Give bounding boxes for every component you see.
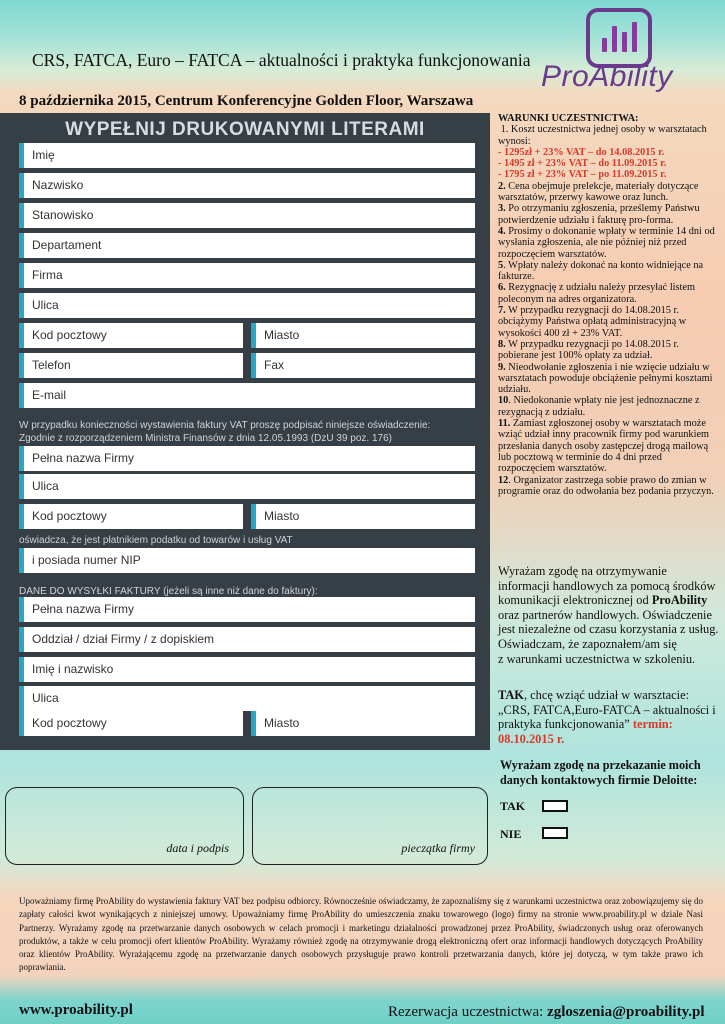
agreement-date: 08.10.2015 r. (498, 731, 565, 746)
phone-field[interactable]: Telefon (19, 353, 243, 378)
city-field[interactable]: Miasto (251, 323, 475, 348)
participation-conditions (498, 113, 720, 497)
marketing-consent (498, 564, 720, 666)
vat-note-2: Zgodnie z rozporządzeniem Ministra Finansów z dnia 12.05.1993 (DzU 39 poz. 176) (19, 433, 392, 444)
consent-text: Wyrażam zgodę na otrzymywanie informacji handlowych za pomocą środków komunikacji elektronicznej od (498, 564, 716, 608)
condition-text: Nieodwołanie zgłoszenia i nie wzięcie udziału w warsztatach powoduje obciążenie pełnymi kosztami udziału. (498, 361, 713, 396)
condition-text: W przypadku rezygnacji po 14.08.2015 r. pobierane jest 100% opłaty za udział. (498, 338, 679, 362)
deloitte-no-checkbox[interactable] (542, 827, 568, 839)
invoice-postal-code-field[interactable]: Kod pocztowy (19, 504, 243, 529)
reservation-email-link[interactable]: zgloszenia@proability.pl (547, 1004, 705, 1020)
consent-text-4: z warunkami uczestnictwa w szkoleniu. (498, 651, 696, 666)
website-link[interactable]: www.proability.pl (19, 1002, 133, 1018)
consent-text-3: Oświadczam, że zapoznałem/am się (498, 636, 677, 651)
shipping-city-field[interactable]: Miasto (251, 711, 475, 736)
invoice-street-field[interactable]: Ulica (19, 474, 475, 499)
condition-text: Po otrzymaniu zgłoszenia, prześlemy Państwu potwierdzenie udziału i fakturę pro-forma. (498, 203, 700, 226)
shipping-department-field[interactable]: Oddział / dział Firmy / z dopiskiem (19, 627, 475, 652)
deloitte-yes-label: TAK (500, 799, 526, 813)
condition-number: 8. (498, 338, 506, 350)
deloitte-no-label: NIE (500, 827, 522, 841)
reservation-label: Rezerwacja uczestnictwa: (388, 1004, 548, 1020)
condition-number: 10 (498, 395, 509, 407)
street-field[interactable]: Ulica (19, 293, 475, 318)
condition-number: 3. (498, 203, 506, 215)
conditions-heading: WARUNKI UCZESTNICTWA: (498, 113, 639, 124)
agreement-text: , chcę wziąć udział w warsztacie: „CRS, FATCA,Euro-FATCA – aktualności i praktyka funkcjonowania” (498, 688, 716, 732)
condition-text: Prosimy o dokonanie wpłaty w terminie 14 dni od wysłania zgłoszenia, ale nie później niż przed rozpoczęciem warsztatów. (498, 225, 715, 260)
event-subtitle: 8 października 2015, Centrum Konferencyjne Golden Floor, Warszawa (19, 93, 474, 109)
condition-text: . Wpłaty należy dokonać na konto widniejące na fakturze. (498, 259, 704, 283)
condition-text: . Organizator zastrzega sobie prawo do zmian w programie oraz do odwołania bez podania przyczyn. (498, 474, 714, 497)
condition-text: Zamiast zgłoszonej osoby w warsztatach może wziąć udział inny pracownik firmy pod warunkiem przesłania danych osoby zastępczej drogą mailową lub pocztową w terminie do 4 dni przed rozpoczęciem warsztatów. (498, 418, 710, 475)
stamp-label: pieczątka firmy (401, 841, 475, 855)
agreement-date-label: termin: (629, 717, 673, 732)
proability-logo-icon (586, 8, 652, 68)
vat-note-1: W przypadku konieczności wystawienia faktury VAT proszę podpisać niniejsze oświadczenie: (19, 420, 431, 431)
company-stamp-box[interactable] (252, 787, 488, 865)
shipping-name-field[interactable]: Imię i nazwisko (19, 657, 475, 682)
price-tier-1: - 1295zł + 23% VAT – do 14.08.2015 r. (498, 146, 665, 158)
condition-number: 6. (498, 282, 506, 294)
company-field[interactable]: Firma (19, 263, 475, 288)
condition-number: 12 (498, 474, 509, 486)
legal-disclaimer: Upoważniamy firmę ProAbility do wystawienia faktury VAT bez podpisu odbiorcy. Równocześnie oświadczamy, że zapoznaliśmy się z warunkami uczestnictwa oraz zobowiązujemy się do zapłaty całości kwot wynikających z niniejszej umowy. Upoważniamy firmę ProAbility do umieszczenia znaku towarowego (logo) firmy na stronie www.proability.pl w dziale Nasi Partnerzy. Wyrażamy zgodę na przetwarzanie danych osobowych w celach promocji i marketingu działalności prowadzonej przez ProAbility, świadczonych usług oraz oferowanych produktów, a także w celu promocji ofert klientów ProAbility. Wyrażamy również zgodę na otrzymywanie drogą elektroniczną ofert oraz informacji handlowych dotyczących ProAbility oraz klientów ProAbility. Wyrażającemu zgodę na przetwarzanie danych osobowych przysługuje prawo kontroli przetwarzania danych, które jej dotyczą, w tym także prawo ich poprawiania. (19, 896, 703, 973)
condition-text: Rezygnację z udziału należy przesyłać listem poleconym na adres organizatora. (498, 282, 695, 305)
first-name-field[interactable]: Imię (19, 143, 475, 168)
email-field[interactable]: E-mail (19, 383, 475, 408)
proability-logo-text: ProAbility (541, 60, 673, 93)
consent-brand: ProAbility (651, 593, 708, 608)
shipping-street-field[interactable]: Ulica (19, 686, 475, 711)
postal-code-field[interactable]: Kod pocztowy (19, 323, 243, 348)
invoice-company-field[interactable]: Pełna nazwa Firmy (19, 446, 475, 471)
shipping-postal-code-field[interactable]: Kod pocztowy (19, 711, 243, 736)
fax-field[interactable]: Fax (251, 353, 475, 378)
participation-agreement (498, 688, 720, 746)
condition-number: 4. (498, 225, 506, 237)
condition-number: 11. (498, 418, 511, 430)
event-title: CRS, FATCA, Euro – FATCA – aktualności i praktyka funkcjonowania (32, 50, 531, 70)
position-field[interactable]: Stanowisko (19, 203, 475, 228)
signature-label: data i podpis (166, 841, 229, 855)
shipping-company-field[interactable]: Pełna nazwa Firmy (19, 597, 475, 622)
price-tier-2: - 1495 zł + 23% VAT – do 11.09.2015 r. (498, 158, 667, 170)
registration-form (0, 113, 490, 750)
signature-box[interactable] (5, 787, 244, 865)
consent-text-2: oraz partnerów handlowych. Oświadczenie jest niezależne od czasu korzystania z usług. (498, 607, 719, 637)
condition-number: 5 (498, 259, 504, 271)
invoice-city-field[interactable]: Miasto (251, 504, 475, 529)
condition-text: W przypadku rezygnacji do 14.08.2015 r. obciążymy Państwa opłatą administracyjną w wysokości 400 zł + 23% VAT. (498, 305, 687, 339)
agreement-yes: TAK (498, 688, 524, 702)
reservation-contact (388, 1004, 705, 1021)
condition-number: 9. (498, 361, 506, 373)
last-name-field[interactable]: Nazwisko (19, 173, 475, 198)
nip-field[interactable]: i posiada numer NIP (19, 548, 475, 573)
condition-text: . Niedokonanie wpłaty nie jest jednoznaczne z rezygnacją z udziału. (498, 395, 700, 418)
condition-text: . Koszt uczestnictwa jednej osoby w warsztatach wynosi: (498, 124, 707, 147)
deloitte-consent: Wyrażam zgodę na przekazanie moich danych kontaktowych firmie Deloitte: (500, 758, 701, 787)
price-tier-3: - 1795 zł + 23% VAT – po 11.09.2015 r. (498, 169, 667, 181)
department-field[interactable]: Departament (19, 233, 475, 258)
vat-payer-note: oświadcza, że jest płatnikiem podatku od towarów i usług VAT (19, 535, 293, 546)
shipping-title: DANE DO WYSYŁKI FAKTURY (jeżeli są inne niż dane do faktury): (19, 586, 318, 597)
condition-number: 7. (498, 305, 506, 317)
condition-number: 1 (500, 124, 506, 136)
condition-text: Cena obejmuje prelekcje, materiały dotyczące warsztatów, przerwy kawowe oraz lunch. (498, 180, 699, 204)
form-title: WYPEŁNIJ DRUKOWANYMI LITERAMI (65, 119, 425, 140)
condition-number: 2. (498, 180, 506, 192)
deloitte-yes-checkbox[interactable] (542, 800, 568, 812)
